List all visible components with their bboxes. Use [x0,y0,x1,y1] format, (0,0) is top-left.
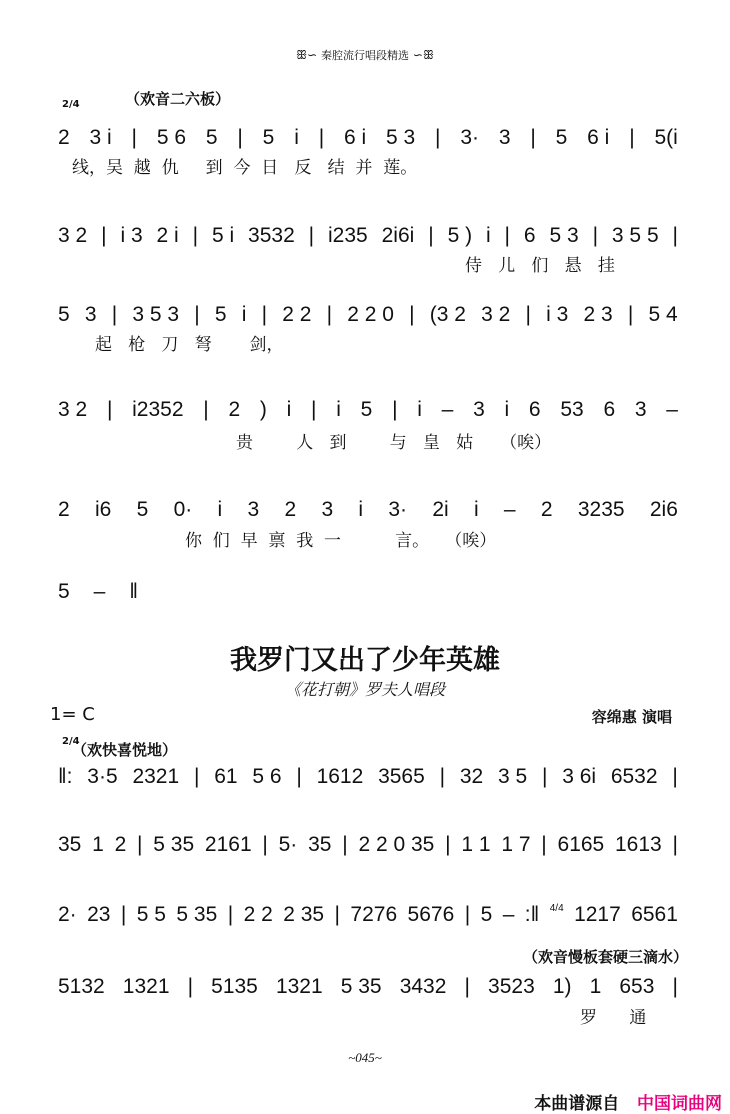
barline: | [111,303,118,326]
note-group: 5 ) [447,224,473,247]
note-group: 3 6i [562,765,597,788]
note-group: 1 1 [461,833,491,856]
note-group: 3 2 [58,398,88,421]
note-group: 2i [432,498,449,521]
note-group: 5 3 [386,126,416,149]
note-group: 1217 [574,903,621,926]
barline: | [541,833,547,856]
lyrics-line: 侍 儿 们 悬 挂 [465,256,615,276]
note-group: 5 [555,126,568,149]
barline: | [187,975,194,998]
note-group: 3523 [488,975,535,998]
barline: | [262,833,268,856]
note-group: 3532 [248,224,295,247]
note-group: 6 i [343,126,367,149]
note-group: 3432 [399,975,447,998]
note-group: 3 [473,398,485,421]
barline: | [101,224,107,247]
barline: | [629,126,635,149]
note-group: 2 2 0 [347,303,394,326]
note-group: 5132 [58,975,105,998]
note-group: 3 [247,498,260,521]
performer: 容绵惠 演唱 [591,708,672,726]
note-group: 5 35 [340,975,382,998]
note-group: 5 6 [252,765,282,788]
note-group: 23 [87,903,111,926]
lyrics-line: 贵 人 到 与 皇 姑 （唉） [236,433,552,453]
barline: | [672,975,678,998]
note-group: i [336,398,341,421]
note-group: i [294,126,299,149]
barline: | [192,224,199,247]
note-group: 5 [136,498,149,521]
ornament-right-icon: ∽ꕥ [409,48,435,62]
barline: | [445,833,451,856]
song-title: 我罗门又出了少年英雄 [230,645,500,676]
notation-row [58,398,678,422]
barline: | [296,765,302,788]
barline: | [261,303,268,326]
note-group: 2i6 [649,498,678,521]
note-group: 1 [589,975,602,998]
time-signature: 2/4 [62,99,80,110]
barline: | [530,126,536,149]
note-group: 5 4 [648,303,678,326]
lyrics-line: 罗 通 [580,1008,647,1028]
note-group: 2· [58,903,77,926]
note-group: 3 2 [58,224,88,247]
note-group: 5 [58,580,70,603]
barline: ‖ [129,580,138,603]
note-group: 32 [459,765,484,788]
note-group: – [502,903,515,926]
note-group: 6561 [631,903,678,926]
barline: | [342,833,348,856]
lyrics-line: 你 们 早 禀 我 一 言。 （唉） [185,531,497,551]
source-credit [534,1089,722,1114]
note-group: 0· [173,498,193,521]
note-group: 6165 [557,833,605,856]
note-group: 2 [284,498,297,521]
note-group: 3 2 [481,303,511,326]
note-group: i 3 [120,224,143,247]
note-group: i [217,498,223,521]
note-group: 6532 [610,765,658,788]
note-group: i [417,398,422,421]
note-group: 2 i [156,224,179,247]
barline: | [318,126,325,149]
note-group: 5676 [407,903,455,926]
barline: | [237,126,243,149]
note-group: 5 [58,303,70,326]
note-group: 2321 [132,765,180,788]
barline: | [672,765,678,788]
running-header [0,47,730,63]
note-group: i235 [328,224,368,247]
barline: | [193,765,200,788]
barline: | [464,975,470,998]
barline: | [672,833,678,856]
note-group: 35 [58,833,82,856]
note-group: 5 35 [176,903,218,926]
note-group: 2 35 [283,903,325,926]
note-group: 3 i [89,126,112,149]
note-group: 6 [603,398,616,421]
notation-row [58,580,138,604]
barline: | [120,903,127,926]
note-group: 7276 [350,903,398,926]
note-group: i 3 [546,303,569,326]
note-group: 5 3 [549,224,579,247]
note-group: 5 [262,126,275,149]
barline: | [439,765,446,788]
note-group: (3 2 [429,303,466,326]
barline: | [504,224,510,247]
note-group: 3 [498,126,511,149]
notation-row [58,765,678,789]
note-group: 5 i [211,224,235,247]
note-group: ) [259,398,267,421]
note-group: – [93,580,106,603]
barline: ‖: [58,765,73,788]
note-group: 3 5 [497,765,528,788]
note-group: 2 [58,498,70,521]
note-group: i2352 [132,398,184,421]
note-group: 6 [528,398,541,421]
note-group: 2 3 [583,303,613,326]
note-group: 35 [308,833,332,856]
note-group: 3 5 5 [611,224,659,247]
barline: | [194,303,200,326]
barline: | [428,224,434,247]
key-signature: 1= C [50,704,95,725]
note-group: 2 [540,498,553,521]
barline: | [326,303,333,326]
note-group: 3 [321,498,334,521]
source-site-link[interactable]: 中国词曲网 [637,1094,722,1114]
note-group: i [286,398,292,421]
note-group: 1321 [275,975,323,998]
note-group: 5 5 [136,903,166,926]
lyrics-line: 起 枪 刀 弩 剑， [95,335,284,355]
note-group: 2i6i [381,224,415,247]
barline: | [525,303,531,326]
notation-row [58,498,678,522]
note-group: 2 [114,833,127,856]
barline: | [203,398,209,421]
song-tempo-note: （欢快喜悦地） [72,741,178,759]
note-group: 4/4 [549,903,564,914]
tempo-note: （欢音二六板） [125,90,231,108]
note-group: 6 [523,224,536,247]
barline: | [311,398,317,421]
barline: | [672,224,678,247]
barline: | [392,398,398,421]
note-group: 5· [278,833,298,856]
barline: | [541,765,548,788]
source-label: 本曲谱源自 [534,1094,620,1114]
note-group: 2 2 [243,903,273,926]
ornament-left-icon: ꕥ∽ [295,48,321,62]
barline: | [627,303,634,326]
note-group: 2 2 0 35 [358,833,435,856]
note-group: 2 [228,398,241,421]
note-group: i [241,303,247,326]
barline: :‖ [524,903,540,926]
note-group: – [503,498,516,521]
note-group: 3· [460,126,480,149]
song-time-signature: 2/4 [62,736,80,747]
note-group: 5 [214,303,227,326]
note-group: 5 35 [153,833,195,856]
note-group: 1321 [122,975,170,998]
note-group: 653 [619,975,655,998]
note-group: 6 i [587,126,610,149]
barline: | [592,224,599,247]
page-number: ~045~ [348,1050,382,1065]
lyrics-line: 线，吴 越 仇 到 今 日 反 结 并 莲。 [72,158,418,178]
note-group: i [473,498,479,521]
note-group: 3565 [378,765,425,788]
note-group: 1613 [615,833,662,856]
song-subtitle: 《花打朝》罗夫人唱段 [284,680,445,699]
note-group: 5 [480,903,493,926]
note-group: i6 [94,498,112,521]
note-group: i [504,398,510,421]
notation-row [58,975,678,999]
note-group: 3· [388,498,408,521]
note-group: 1) [552,975,572,998]
barline: | [137,833,143,856]
note-group: 2161 [204,833,252,856]
note-group: 1 [92,833,104,856]
notation-row [58,303,678,327]
note-group: 1 7 [501,833,531,856]
note-group: 3·5 [87,765,118,788]
barline: | [409,303,415,326]
notation-row [58,224,678,248]
section-note: （欢音慢板套硬三滴水） [522,948,688,966]
note-group: 5 6 [156,126,187,149]
barline: | [435,126,441,149]
barline: | [464,903,471,926]
note-group: – [666,398,678,421]
note-group: i [358,498,364,521]
note-group: 2 [58,126,70,149]
barline: | [106,398,113,421]
notation-row [58,833,678,857]
barline: | [131,126,137,149]
note-group: i [485,224,491,247]
note-group: 3 [634,398,647,421]
barline: | [334,903,340,926]
note-group: 53 [560,398,584,421]
note-group: 3 5 3 [132,303,180,326]
note-group: – [441,398,454,421]
note-group: 61 [214,765,238,788]
running-title: 秦腔流行唱段精选 [321,49,409,62]
note-group: 2 2 [282,303,312,326]
notation-row [58,903,678,927]
note-group: 5(i [654,126,678,149]
note-group: 3 [84,303,97,326]
note-group: 3235 [577,498,625,521]
note-group: 5 [360,398,373,421]
barline: | [227,903,234,926]
notation-row [58,126,678,150]
note-group: 5 [205,126,218,149]
note-group: 1612 [316,765,364,788]
note-group: 5135 [211,975,258,998]
barline: | [308,224,315,247]
